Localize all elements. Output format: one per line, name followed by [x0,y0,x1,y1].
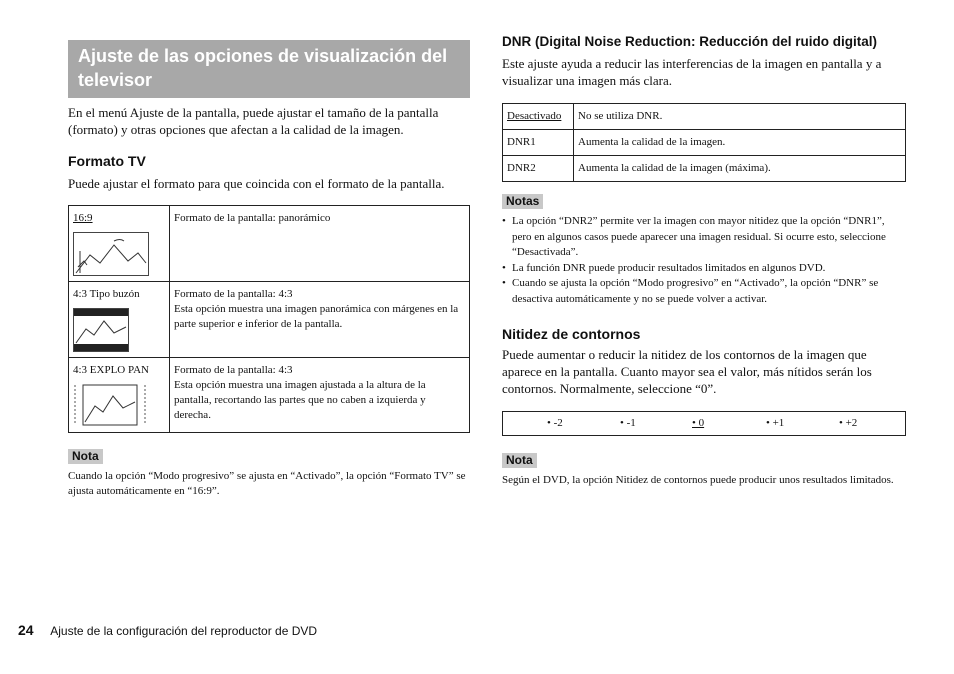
dnr-table [502,103,906,182]
option-description-detail: Esta opción muestra una imagen ajustada a la altura de la pantalla, recortando las partes que no caben a izquierda y derecha. [174,379,426,421]
page-footer [18,622,317,638]
table-row [69,206,470,282]
scale-option: • -2 [547,417,563,429]
dnr-option-cell: Desactivado [503,104,574,130]
formato-option-cell [69,206,170,282]
list-item: • La función DNR puede producir resultados limitados en algunos DVD. [502,261,906,277]
widescreen-image-icon [73,232,149,276]
formato-description-cell [170,282,470,358]
dnr-description-cell: No se utiliza DNR. [574,104,906,130]
scale-option: • +1 [766,417,785,429]
option-label-letterbox: 4:3 Tipo buzón [73,288,140,300]
option-description: Formato de la pantalla: 4:3 [174,288,293,300]
scale-option: • +2 [839,417,858,429]
table-row [503,156,906,182]
dnr-option-cell: DNR1 [503,130,574,156]
nitidez-heading: Nitidez de contornos [502,326,641,342]
table-row [503,130,906,156]
nota-badge: Nota [68,449,103,464]
dnr-description-cell: Aumenta la calidad de la imagen (máxima). [574,156,906,182]
nota-text: Cuando la opción “Modo progresivo” se ajusta en “Activado”, la opción “Formato TV” se ajusta automáticamente en “16:9”. [68,470,466,497]
scale-option-selected: • 0 [692,417,705,429]
formato-tv-heading: Formato TV [68,153,146,169]
dnr-option-cell: DNR2 [503,156,574,182]
notas-badge: Notas [502,194,543,209]
formato-description-cell [170,206,470,282]
table-row [503,104,906,130]
option-description-detail: Esta opción muestra una imagen panorámica con márgenes en la parte superior e inferior de la pantalla. [174,303,459,330]
notas-list [502,214,906,307]
list-item: • La opción “DNR2” permite ver la imagen con mayor nitidez que la opción “DNR1”, pero en algunos casos puede aparecer una imagen residual. Si ocurre esto, seleccione “Desactivada”. [502,214,906,261]
intro-paragraph: En el menú Ajuste de la pantalla, puede ajustar el tamaño de la pantalla (formato) y otras opciones que afectan a la calidad de la imagen. [68,105,439,137]
nitidez-scale [502,411,906,436]
option-label-pan-scan: 4:3 EXPLO PAN [73,364,149,376]
dnr-intro: Este ajuste ayuda a reducir las interferencias de la imagen en pantalla y a visualizar una imagen más clara. [502,56,882,88]
nota-badge-right: Nota [502,453,537,468]
letterbox-image-icon [73,308,129,352]
dnr-description-cell: Aumenta la calidad de la imagen. [574,130,906,156]
formato-tv-table [68,205,470,433]
formato-option-cell [69,282,170,358]
option-label-16-9: 16:9 [73,212,93,224]
footer-section-title: Ajuste de la configuración del reproductor de DVD [50,624,318,638]
section-title: Ajuste de las opciones de visualización del televisor [68,40,470,98]
list-item: • Cuando se ajusta la opción “Modo progresivo” en “Activado”, la opción “DNR” se desactiva automáticamente y no se puede volver a activar. [502,276,906,307]
scale-option: • -1 [620,417,636,429]
formato-option-cell [69,358,170,433]
nitidez-intro: Puede aumentar o reducir la nitidez de los contornos de la imagen que aparece en la pantalla. Cuanto mayor sea el valor, más nítidos serán los contornos. Normalmente, seleccione “0”. [502,347,872,396]
option-description: Formato de la pantalla: panorámico [174,212,331,224]
dnr-heading: DNR (Digital Noise Reduction: Reducción del ruido digital) [502,34,878,49]
table-row [69,282,470,358]
nota-text-right: Según el DVD, la opción Nitidez de contornos puede producir unos resultados limitados. [502,474,894,486]
pan-scan-image-icon [73,384,147,426]
formato-description-cell [170,358,470,433]
option-description: Formato de la pantalla: 4:3 [174,364,293,376]
table-row [69,358,470,433]
page-number: 24 [18,622,34,638]
formato-tv-intro: Puede ajustar el formato para que coincida con el formato de la pantalla. [68,176,445,191]
